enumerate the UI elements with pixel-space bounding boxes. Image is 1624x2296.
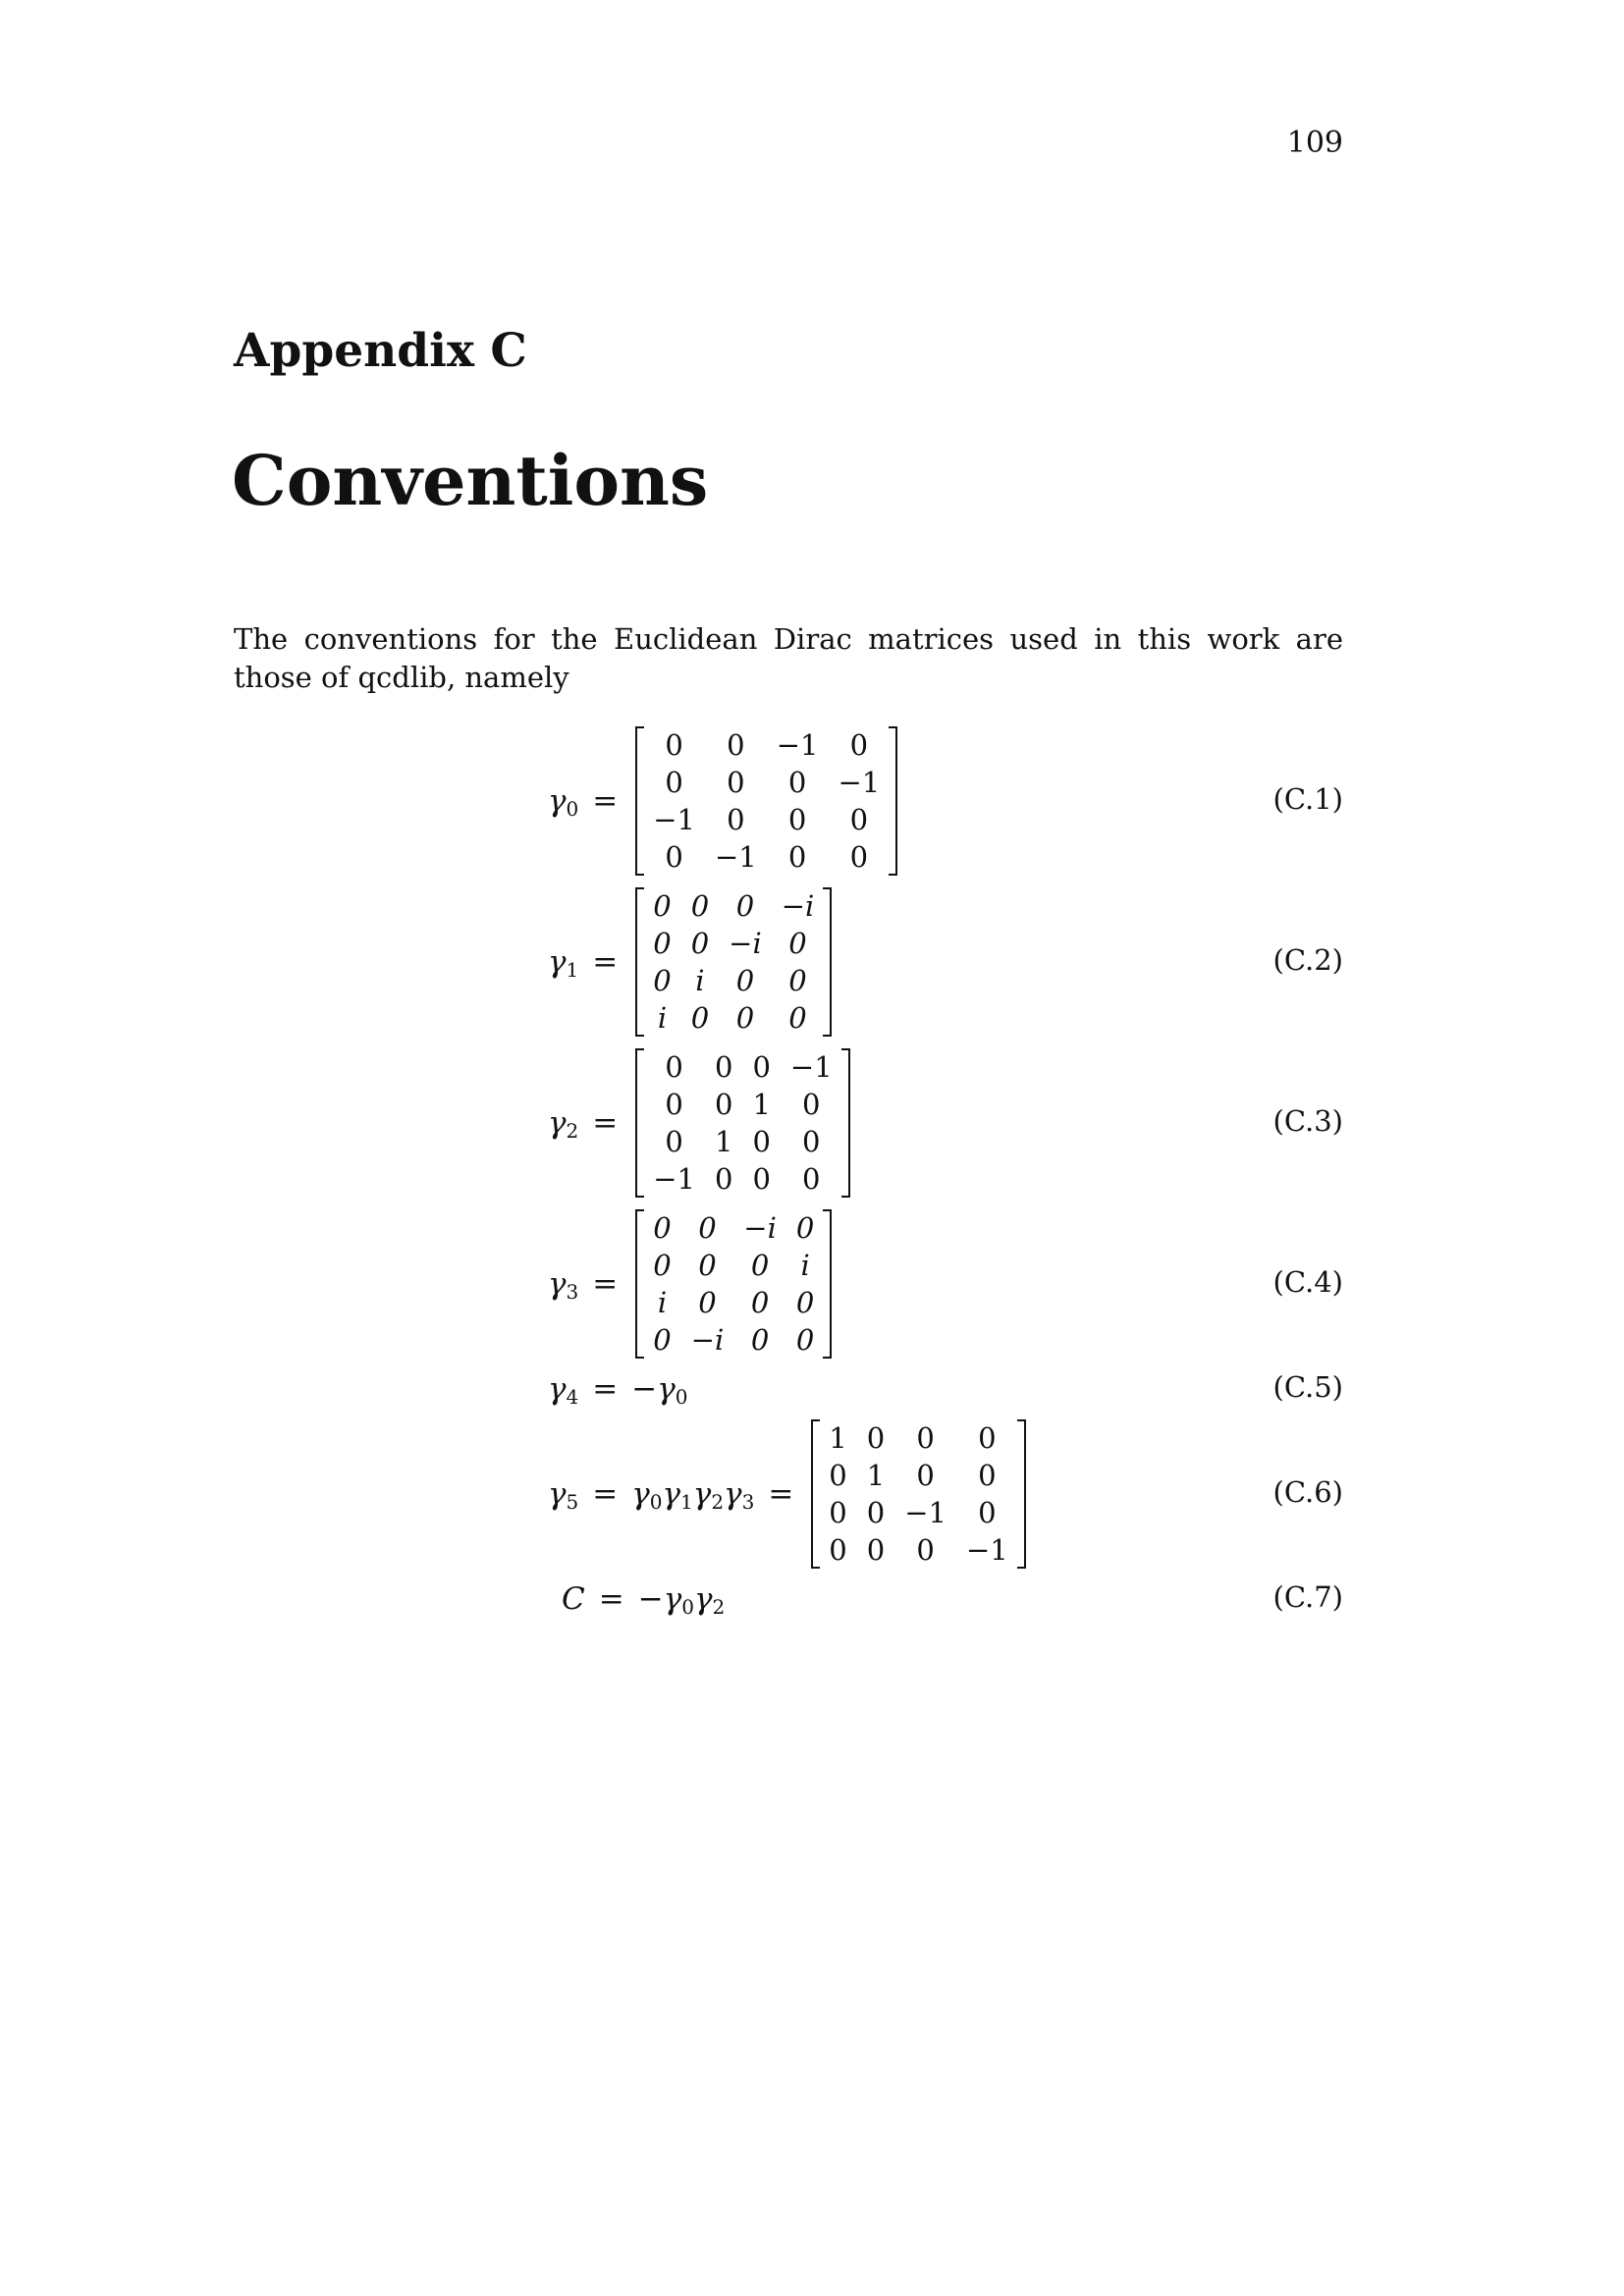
chapter-title: Conventions (232, 440, 709, 521)
equation-c1 (0, 726, 1624, 876)
equation-c5 (0, 1368, 1624, 1410)
gamma5-matrix: 1 0 0 0 0 1 0 0 0 0 −1 0 0 0 0 −1 (811, 1419, 1025, 1569)
equation-number: (C.2) (1272, 943, 1343, 977)
equation-lhs: C = −γ 0 γ 2 (562, 1581, 726, 1619)
equation-c7 (0, 1578, 1624, 1620)
equation-number: (C.7) (1272, 1580, 1343, 1614)
equation-c6 (0, 1419, 1624, 1569)
gamma1-matrix: 0 0 0 −i 0 0 −i 0 0 i 0 0 i 0 0 0 (635, 887, 832, 1037)
equation-c2 (0, 887, 1624, 1037)
equation-number: (C.3) (1272, 1104, 1343, 1138)
gamma2-matrix: 0 0 0 −1 0 0 1 0 0 1 0 0 −1 0 0 0 (635, 1048, 849, 1198)
equation-lhs: γ 5 = γ 0 γ 1 γ 2 γ 3 = (548, 1476, 794, 1514)
equation-rhs: −γ (631, 1371, 676, 1407)
equation-c4 (0, 1209, 1624, 1359)
equation-lhs: γ 4 = −γ 0 (548, 1371, 688, 1409)
gamma-product: γ 0 γ 1 γ 2 γ 3 (631, 1476, 755, 1514)
equation-number: (C.6) (1272, 1475, 1343, 1509)
equation-c3 (0, 1048, 1624, 1198)
equation-lhs: γ 3 = (548, 1266, 619, 1304)
equation-lhs: γ 1 = (548, 944, 619, 982)
gamma3-matrix: 0 0 −i 0 0 0 0 i i 0 0 0 0 −i 0 0 (635, 1209, 832, 1359)
equation-lhs: γ 2 = (548, 1105, 619, 1143)
equation-number: (C.1) (1272, 782, 1343, 816)
equation-rhs: −γ (637, 1581, 682, 1617)
gamma0-matrix: 0 0 −1 0 0 0 0 −1 −1 0 0 0 0 −1 0 0 (635, 726, 897, 876)
appendix-label: Appendix C (234, 324, 527, 378)
intro-paragraph: The conventions for the Euclidean Dirac matrices used in this work are those of qcdlib, namely (234, 622, 1343, 694)
equation-lhs: γ 0 = (548, 783, 619, 821)
page-number: 109 (1286, 126, 1343, 160)
equation-number: (C.4) (1272, 1265, 1343, 1299)
equation-number: (C.5) (1272, 1370, 1343, 1404)
